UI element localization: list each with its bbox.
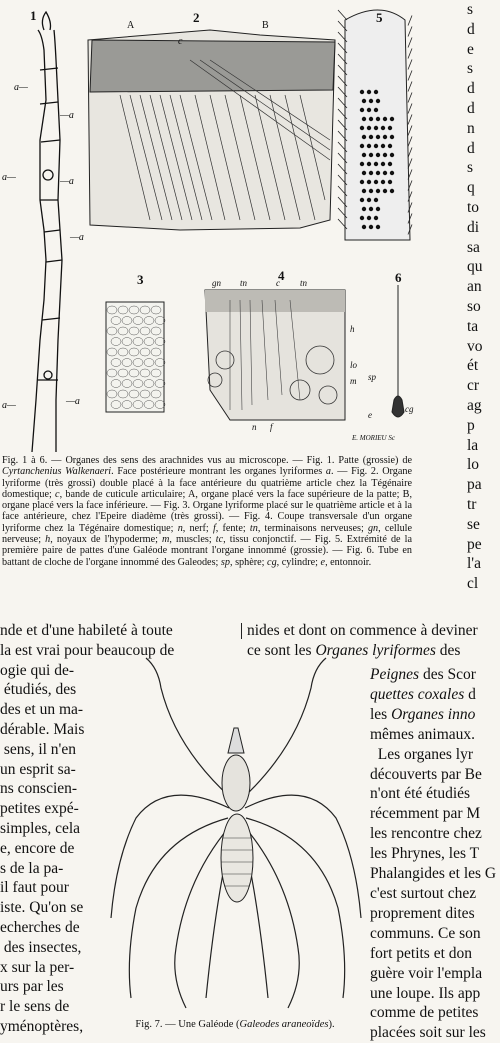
sensory-dot bbox=[376, 153, 380, 157]
left-line: iste. Qu'on se bbox=[0, 899, 84, 917]
left-line: dérable. Mais bbox=[0, 720, 85, 738]
rcol-line: c'est surtout chez bbox=[370, 884, 477, 902]
sensory-dot bbox=[374, 144, 378, 148]
strip-line: vo bbox=[467, 337, 483, 355]
left-line: e, encore de bbox=[0, 839, 75, 857]
rcol-line: fort petits et don bbox=[370, 944, 473, 962]
spine bbox=[408, 49, 412, 59]
left-line: s de la pa- bbox=[0, 859, 64, 877]
sensory-dot bbox=[383, 135, 387, 139]
sensory-dot bbox=[367, 180, 371, 184]
rcol-line: les Organes inno bbox=[370, 705, 476, 723]
rcol-line: Phalangides et les G bbox=[370, 865, 497, 883]
rcol-line: récemment par M bbox=[370, 805, 481, 823]
rtop-line: nides et dont on commence à deviner bbox=[247, 622, 478, 639]
sensory-dot bbox=[369, 189, 373, 193]
svg-text:—a: —a bbox=[60, 176, 74, 187]
sensory-dot bbox=[362, 189, 366, 193]
left-line: ns conscien- bbox=[0, 780, 78, 798]
svg-text:a—: a— bbox=[2, 172, 16, 183]
sensory-dot bbox=[367, 162, 371, 166]
svg-text:—a: —a bbox=[66, 396, 80, 407]
strip-line: d bbox=[467, 20, 475, 38]
sensory-dot bbox=[367, 108, 371, 112]
strip-line: cr bbox=[467, 377, 480, 395]
fig5-number: 5 bbox=[376, 10, 383, 25]
strip-line: an bbox=[467, 278, 482, 296]
sensory-dot bbox=[388, 126, 392, 130]
fig2-number: 2 bbox=[193, 10, 200, 25]
rcol-line: Les organes lyr bbox=[370, 745, 474, 763]
left-line: ogie qui de- bbox=[0, 661, 75, 679]
sensory-dot bbox=[374, 216, 378, 220]
svg-text:n: n bbox=[252, 422, 257, 432]
sensory-dot bbox=[388, 162, 392, 166]
sensory-dot bbox=[374, 108, 378, 112]
rtop-line: ce sont les Organes lyriformes des bbox=[247, 641, 461, 659]
strip-line: d bbox=[467, 80, 475, 98]
strip-line: cl bbox=[467, 575, 479, 593]
svg-text:f: f bbox=[270, 422, 273, 432]
sensory-dot bbox=[367, 216, 371, 220]
figure-plate bbox=[0, 0, 412, 452]
sensory-dot bbox=[381, 126, 385, 130]
sensory-dot bbox=[362, 117, 366, 121]
svg-text:—a: —a bbox=[60, 110, 74, 121]
rcol-line: proprement dites bbox=[370, 904, 475, 922]
sensory-dot bbox=[362, 153, 366, 157]
left-line: yménoptères, bbox=[0, 1017, 84, 1035]
left-line: un esprit sa- bbox=[0, 760, 76, 778]
strip-line: ag bbox=[467, 396, 482, 414]
strip-line: s bbox=[467, 60, 474, 78]
sensory-dot bbox=[374, 180, 378, 184]
sensory-dot bbox=[376, 117, 380, 121]
sensory-dot bbox=[376, 189, 380, 193]
svg-text:a—: a— bbox=[14, 82, 28, 93]
fig4-section bbox=[205, 290, 345, 420]
sensory-dot bbox=[369, 135, 373, 139]
sensory-dot bbox=[362, 99, 366, 103]
fig7-caption: Fig. 7. — Une Galéode (Galeodes araneoïdes). bbox=[135, 1019, 335, 1030]
strip-line: so bbox=[467, 297, 481, 315]
fig5-leg-tip bbox=[338, 10, 412, 240]
sensory-dot bbox=[369, 99, 373, 103]
strip-line: p bbox=[467, 416, 475, 434]
strip-line: lo bbox=[467, 456, 480, 474]
svg-text:A: A bbox=[127, 20, 135, 31]
sensory-dot bbox=[376, 135, 380, 139]
spine bbox=[408, 38, 412, 48]
strip-line: s bbox=[467, 159, 474, 177]
plate-caption: Fig. 1 à 6. — Organes des sens des arachnides vus au microscope. — Fig. 1. Patte (grossie) de Cyrtanchenius Walkenaeri. Face postérieure montrant les organes lyriformes a. — Fig. 2. Organe lyriforme (très grossi) double placé à la face antérieure du quatrième article chez la Tégénaire domestique; c, bande de cuticule articulaire; A, organe placé vers la face supérieure de la patte; B, organe placé vers la face inférieure. — Fig. 3. Organe lyriforme placé sur le quatrième article et à la face antérieure, chez l'Epeire diadème (très grossi). — Fig. 4. Coupe transversale d'un organe lyriforme chez la Tégénaire domestique; n, nerf; f, fente; tn, terminaisons nerveuses; gn, cellule nerveuse; h, noyaux de l'hypoderme; m, muscles; tc, tissu conjonctif. — Fig. 5. Extrémité de la première paire de pattes d'une Galéode montrant l'organe innommé (grossie). — Fig. 6. Tube en battant de cloche de l'organe innommé des Galeodes; sp, sphère; cg, cylindre; e, entonnoir. bbox=[2, 455, 413, 568]
sensory-dot bbox=[367, 198, 371, 202]
sensory-dot bbox=[360, 108, 364, 112]
spine bbox=[408, 126, 412, 136]
sensory-dot bbox=[360, 162, 364, 166]
rcol-line: quettes coxales d bbox=[370, 685, 476, 703]
svg-text:m: m bbox=[350, 376, 357, 386]
spine bbox=[408, 115, 412, 125]
fig2-organ bbox=[88, 30, 335, 230]
sensory-dot bbox=[369, 153, 373, 157]
right-column-top-text bbox=[247, 621, 500, 661]
rcol-line: mêmes animaux. bbox=[370, 725, 476, 743]
strip-line: n bbox=[467, 119, 475, 137]
strip-line: sa bbox=[467, 238, 480, 256]
sensory-dot bbox=[369, 117, 373, 121]
spine bbox=[408, 148, 412, 158]
spine bbox=[408, 60, 412, 70]
sensory-dot bbox=[360, 144, 364, 148]
strip-line: pe bbox=[467, 535, 482, 553]
rcol-line: guère voir l'empla bbox=[370, 964, 483, 982]
sensory-dot bbox=[390, 117, 394, 121]
fig6-tube bbox=[392, 285, 404, 417]
left-line: des insectes, bbox=[0, 938, 82, 956]
strip-line: q bbox=[467, 179, 475, 197]
sensory-dot bbox=[376, 225, 380, 229]
svg-text:tn: tn bbox=[240, 278, 248, 288]
fig3-organ bbox=[106, 302, 165, 412]
rcol-line: n'ont été étudiés bbox=[370, 785, 471, 803]
sensory-dot bbox=[383, 153, 387, 157]
strip-line: se bbox=[467, 515, 480, 533]
rcol-line: les Phrynes, les T bbox=[370, 845, 480, 863]
svg-text:cg: cg bbox=[405, 404, 414, 414]
left-line: la est vrai pour beaucoup de bbox=[0, 641, 175, 659]
spine bbox=[408, 16, 412, 26]
strip-line: d bbox=[467, 99, 475, 117]
right-column-text bbox=[370, 665, 500, 1043]
sensory-dot bbox=[362, 171, 366, 175]
rcol-line: placées soit sur les bbox=[370, 1024, 486, 1042]
sensory-dot bbox=[374, 162, 378, 166]
strip-line: s bbox=[467, 1, 474, 18]
spine bbox=[338, 10, 347, 20]
rcol-line: Peignes des Scor bbox=[370, 666, 476, 683]
rcol-line: communs. Ce son bbox=[370, 924, 481, 942]
svg-text:c: c bbox=[178, 36, 183, 47]
svg-text:e: e bbox=[368, 410, 372, 420]
strip-line: la bbox=[467, 436, 479, 454]
svg-text:c: c bbox=[276, 278, 280, 288]
sensory-dot bbox=[360, 198, 364, 202]
sensory-dot bbox=[367, 144, 371, 148]
svg-text:a—: a— bbox=[2, 400, 16, 411]
sensory-dot bbox=[367, 90, 371, 94]
sensory-dot bbox=[390, 153, 394, 157]
sensory-dot bbox=[360, 126, 364, 130]
sensory-dot bbox=[388, 180, 392, 184]
spine bbox=[408, 71, 412, 81]
sensory-dot bbox=[383, 171, 387, 175]
column-divider bbox=[241, 623, 242, 639]
sensory-dot bbox=[360, 180, 364, 184]
fig1-number: 1 bbox=[30, 8, 37, 23]
sensory-dot bbox=[360, 90, 364, 94]
svg-text:lo: lo bbox=[350, 360, 358, 370]
spine bbox=[408, 93, 412, 103]
strip-line: e bbox=[467, 40, 474, 58]
left-line: sens, il n'en bbox=[0, 740, 76, 758]
sensory-dot bbox=[383, 189, 387, 193]
rcol-line: les rencontre chez bbox=[370, 825, 482, 843]
strip-line: d bbox=[467, 139, 475, 157]
fig7-galeode-illustration bbox=[106, 658, 368, 1012]
sensory-dot bbox=[369, 207, 373, 211]
sensory-dot bbox=[367, 126, 371, 130]
sensory-dot bbox=[390, 171, 394, 175]
sensory-dot bbox=[374, 126, 378, 130]
fig1-leg bbox=[32, 12, 62, 452]
strip-line: pa bbox=[467, 476, 482, 494]
svg-text:h: h bbox=[350, 324, 355, 334]
engraver-signature: E. MORIEU Sc bbox=[352, 434, 395, 442]
sensory-dot bbox=[362, 207, 366, 211]
spine bbox=[408, 27, 412, 37]
strip-line: l'a bbox=[467, 555, 481, 573]
spine bbox=[408, 104, 412, 114]
svg-text:gn: gn bbox=[212, 278, 221, 288]
sensory-dot bbox=[374, 90, 378, 94]
left-line: étudiés, des bbox=[0, 681, 77, 699]
sensory-dot bbox=[376, 171, 380, 175]
svg-text:—a: —a bbox=[70, 232, 84, 243]
left-line: il faut pour bbox=[0, 879, 69, 897]
fig3-number: 3 bbox=[137, 272, 144, 287]
sensory-dot bbox=[390, 189, 394, 193]
rcol-line: comme de petites bbox=[370, 1004, 479, 1022]
sensory-dot bbox=[381, 144, 385, 148]
sensory-dot bbox=[376, 99, 380, 103]
plate-illustration bbox=[0, 0, 412, 452]
left-line: simples, cela bbox=[0, 819, 81, 837]
spine bbox=[408, 137, 412, 147]
sensory-dot bbox=[376, 207, 380, 211]
sensory-dot bbox=[369, 225, 373, 229]
sensory-dot bbox=[362, 225, 366, 229]
sensory-dot bbox=[374, 198, 378, 202]
sensory-dot bbox=[390, 135, 394, 139]
right-strip-column bbox=[467, 0, 483, 594]
sensory-dot bbox=[383, 117, 387, 121]
rcol-line: une loupe. Ils app bbox=[370, 984, 481, 1002]
strip-line: tr bbox=[467, 495, 477, 513]
sensory-dot bbox=[362, 135, 366, 139]
svg-text:B: B bbox=[262, 20, 269, 31]
strip-line: ét bbox=[467, 357, 479, 375]
left-line: des et un ma- bbox=[0, 701, 84, 719]
fig4-number: 4 bbox=[278, 268, 285, 283]
strip-line: to bbox=[467, 198, 480, 216]
strip-line: qu bbox=[467, 258, 483, 276]
sensory-dot bbox=[360, 216, 364, 220]
sensory-dot bbox=[381, 180, 385, 184]
left-line: echerches de bbox=[0, 918, 80, 936]
left-line: urs par les bbox=[0, 978, 64, 996]
left-line: x sur la per- bbox=[0, 958, 75, 976]
left-line: r le sens de bbox=[0, 998, 70, 1016]
rcol-line: découverts par Be bbox=[370, 765, 482, 783]
svg-text:sp: sp bbox=[368, 372, 377, 382]
fig6-number: 6 bbox=[395, 270, 402, 285]
sensory-dot bbox=[388, 144, 392, 148]
svg-text:tn: tn bbox=[300, 278, 308, 288]
strip-line: ta bbox=[467, 317, 479, 335]
strip-line: di bbox=[467, 218, 480, 236]
spine bbox=[408, 82, 412, 92]
left-line: nde et d'une habileté à toute bbox=[0, 622, 173, 639]
sensory-dot bbox=[381, 162, 385, 166]
left-line: petites expé- bbox=[0, 800, 79, 818]
sensory-dot bbox=[369, 171, 373, 175]
